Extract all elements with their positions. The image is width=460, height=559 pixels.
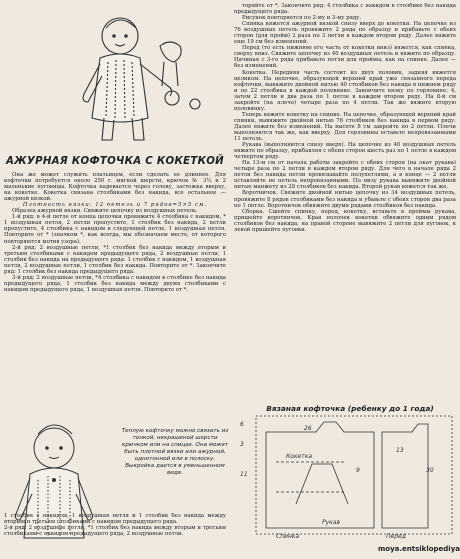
pattern-grid-frame bbox=[256, 416, 452, 534]
article-text-left-bottom bbox=[4, 513, 226, 557]
paragraph: Теперь вяжите кокетку на спинке. На цепочке, образующей верхний край спинки, вывяжите двойной нитью 76 столбиков без накида в первом ряду. Далее вяжите без изменений. На высоте 8 см закройте по 2 петли. Плечи выполняются так же, как вверху. Для горловины оставьте непровязанными 11 петель. bbox=[234, 111, 456, 143]
dimension-label: 30 bbox=[426, 467, 434, 474]
paragraph: Перед (то есть нижнюю его часть от кокетки вниз) вяжется, как спинка, сверху вниз. Свяжите цепочку из 40 воздушных петель и вяжите по образцу. Начиная с 3-го ряда прибавьте петли для проймы, как на спинке. Далее — без изменений. bbox=[234, 45, 456, 70]
paragraph: Плотность вязки: 12 петель и 7 рядов=5×5 см. bbox=[22, 202, 208, 209]
paragraph: Воротничок. Свяжите двойной нитью цепочку из 34 воздушных петель, провяжите 8 рядов столбиками без накида и убавьте с обеих сторон два раза по 1 петле. Воротничок обвяжите двумя рядами столбиков без накида. bbox=[234, 190, 456, 209]
paragraph: 1-й ряд: в 4-й петле от конца цепочки провяжите 4 столбика с накидом, * 1 воздушная петля, 2 петли пропустите, 1 столбик без накида, 2 петли пропустите, 4 столбика с накидом в следующей петле, 1 воздушная петля. Повторите от * (значком *, как всегда, мы обозначаем место, от которого повторяются мотив узора). bbox=[4, 214, 226, 245]
illustration-caption: Теплую кофточку можно связать из тонкой, некрашеной шерсти крючком или на спицах. Она может быть плотной вязки или ажурной, однотонной или в полоску. Выкройка дается в уменьшенном виде. bbox=[121, 428, 229, 476]
paragraph: 2-й ряд: 2 воздушные петли, *1 столбик без накида между вторым и третьим столбиками с накидом предыдущего ряда, 2 воздушные петли, 1 столбик без накида на предыдущего ряда: 1 столбик с накидом, 1 воздушная петля, 2 воздушные петли, 1 столбик без накида. Повторите от *. Закончите ряд: 1 столбик без накида предыдущего ряда. bbox=[4, 244, 226, 275]
paragraph: Образец ажурной вязки. Свяжите цепочку из воздушных петель. bbox=[12, 208, 198, 215]
pattern-label: Рукав bbox=[322, 519, 341, 526]
pattern-label: Спинка bbox=[276, 533, 300, 540]
dimension-label: 13 bbox=[396, 447, 404, 454]
dimension-label: 3 bbox=[240, 441, 244, 448]
paragraph: Рукава (выполняются снизу вверх). На цепочке из 40 воздушных петель вяжите по образцу, прибавляя с обеих сторон шесть раз по 1 петле в каждом четвертом ряду. bbox=[234, 142, 456, 161]
paragraph: Кокетка. Передняя часть состоит из двух половин, задняя вяжется целиком. На цепочке, образующей верхний край уже связанного переда кофточки, вывяжите двойной нитью 40 столбиков без накида в нижнем ряду и по 22 столбика в каждой половинке. Закончите вязку по горловине: 4, затем 2 петли и два раза по 1 петле в каждом втором ряду. На 8-й см закройте (на плечо) четыре раза по 4 петли. Так же вяжите вторую половинку. bbox=[234, 69, 456, 112]
dimension-label: 26 bbox=[304, 425, 312, 432]
paragraph: Рисунок повторяется по 2-му и 3-му ряду. bbox=[242, 15, 362, 22]
pattern-title: Вязаная кофточка (ребенку до 1 года) bbox=[266, 404, 434, 413]
pattern-front-piece bbox=[382, 424, 428, 528]
paragraph: Сборка. Сшейте спинку, перед, кокетку, вставьте в проймы рукава, пришейте воротничок. Края полочек кокетки обвяжите одним рядом столбиков без накида, на правой стороне вывяжите 2 петли для пуговок, к левой пришейте пуговки. bbox=[234, 208, 456, 233]
paragraph: 2-й ряд: 2 воздушные петли, *1 столбик без накида между вторым и третьим столбиками с накидом предыдущего ряда, 2 воздушные петли. bbox=[4, 525, 226, 538]
paragraph: Она же может служить платьицем, если сделать ее длиннее. Для кофточки потребуется около 250 г. мягкой шерсти, крючок № 3½ и 2 маленькие пуговицы. Кофточка надевается через голову, застежка вверху, на кокетке. Кокетка связана столбиками без накида, все остальное — ажурной вязкой. bbox=[4, 172, 226, 203]
child-with-toy-illustration bbox=[60, 6, 210, 154]
pattern-label: Кокетка bbox=[286, 453, 313, 460]
article-title: АЖУРНАЯ КОФТОЧКА С КОКЕТКОЙ bbox=[5, 156, 225, 167]
paragraph: торяйте от *. Закончите ряд: 4 столбика с накидом в столбике без накида предыдущего ряда. bbox=[234, 3, 456, 16]
paragraph: Спинка вяжется ажурной вязкой снизу вверх до кокетки. На цепочке из 76 воздушных петель провяжите 2 ряда по образцу и прибавьте с обеих сторон (для пройм) 2 раза по 3 петли в каждом втором ряду. Далее вяжите еще 19 см без изменений. bbox=[234, 21, 456, 46]
pattern-label: Перед bbox=[386, 533, 406, 540]
article-text-left bbox=[4, 172, 226, 427]
pattern-back-piece bbox=[266, 422, 374, 528]
dimension-label: 11 bbox=[240, 471, 248, 478]
article-text-right bbox=[234, 3, 456, 403]
paragraph: На 13-м см от начала работы закройте с обеих сторон (на окат рукава) четыре раза по 2 петли в каждом втором ряду. Для чего в начале ряда 2 петли без накида петли провязывайте полупетлями, а в конце — 2 петли оставляйте не петель непровязанными. По низу рукава вывяжите двойной нитью манжету из 28 столбиков без накида. Второй рукав вяжется так же. bbox=[234, 160, 456, 191]
sewing-pattern-diagram bbox=[236, 412, 456, 540]
pattern-sleeve-piece bbox=[296, 464, 348, 504]
paragraph: 1 столбик с накидом, 1 воздушная петля и 1 столбик без накида между вторым и третьим столбиками с накидом предыдущего ряда. bbox=[4, 513, 226, 526]
dimension-label: 9 bbox=[356, 467, 360, 474]
dimension-label: 6 bbox=[240, 421, 244, 428]
paragraph: 3-й ряд: 2 воздушные петли, *4 столбика с накидом в столбике без накида предыдущего ряда, 1 столбик без накида между двумя столбиками с накидом предыдущего ряда, 1 воздушная петля. Повторите от *. bbox=[4, 274, 226, 293]
source-watermark: moya.entsiklopediya bbox=[377, 545, 460, 553]
